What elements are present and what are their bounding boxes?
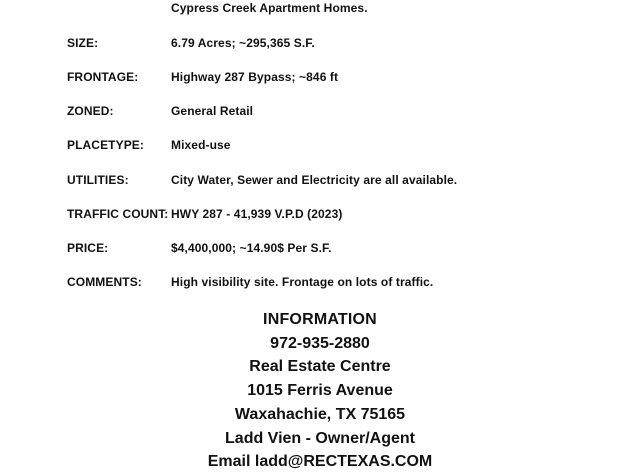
detail-row-traffic-count [0,207,640,225]
top-line-text: Cypress Creek Apartment Homes. [171,1,368,15]
detail-value: General Retail [171,104,254,118]
contact-information [0,308,640,474]
phone-number: 972-935-2880 [270,334,370,352]
detail-row-utilities [0,173,640,191]
detail-label: SIZE: [67,36,99,50]
email-address: Email ladd@RECTEXAS.COM [207,453,433,471]
city-state-zip: Waxahachie, TX 75165 [234,405,406,423]
detail-value: Highway 287 Bypass; ~846 ft [171,70,339,84]
detail-row-zoned [0,104,640,122]
street-address: 1015 Ferris Avenue [247,382,393,400]
contact-person: Ladd Vien - Owner/Agent [225,429,415,447]
detail-row-size [0,36,640,54]
information-heading: INFORMATION [263,311,377,328]
detail-value: $4,400,000; ~14.90$ Per S.F. [171,241,332,255]
detail-row-comments [0,275,640,293]
detail-label: PRICE: [67,241,109,255]
detail-value: 6.79 Acres; ~295,365 S.F. [171,36,315,50]
detail-value: Mixed-use [171,138,231,152]
detail-row-placetype [0,138,640,156]
detail-label: ZONED: [67,104,114,118]
detail-value: High visibility site. Frontage on lots of traffic. [171,275,434,289]
detail-label: TRAFFIC COUNT: [67,207,169,221]
detail-value: City Water, Sewer and Electricity are all available. [171,173,458,187]
detail-label: UTILITIES: [67,173,129,187]
detail-row-frontage [0,70,640,88]
detail-row-price [0,241,640,259]
detail-label: FRONTAGE: [67,70,139,84]
detail-label: PLACETYPE: [67,138,145,152]
detail-label: COMMENTS: [67,275,142,289]
detail-value: HWY 287 - 41,939 V.P.D (2023) [171,207,343,221]
company-name: Real Estate Centre [249,358,391,376]
